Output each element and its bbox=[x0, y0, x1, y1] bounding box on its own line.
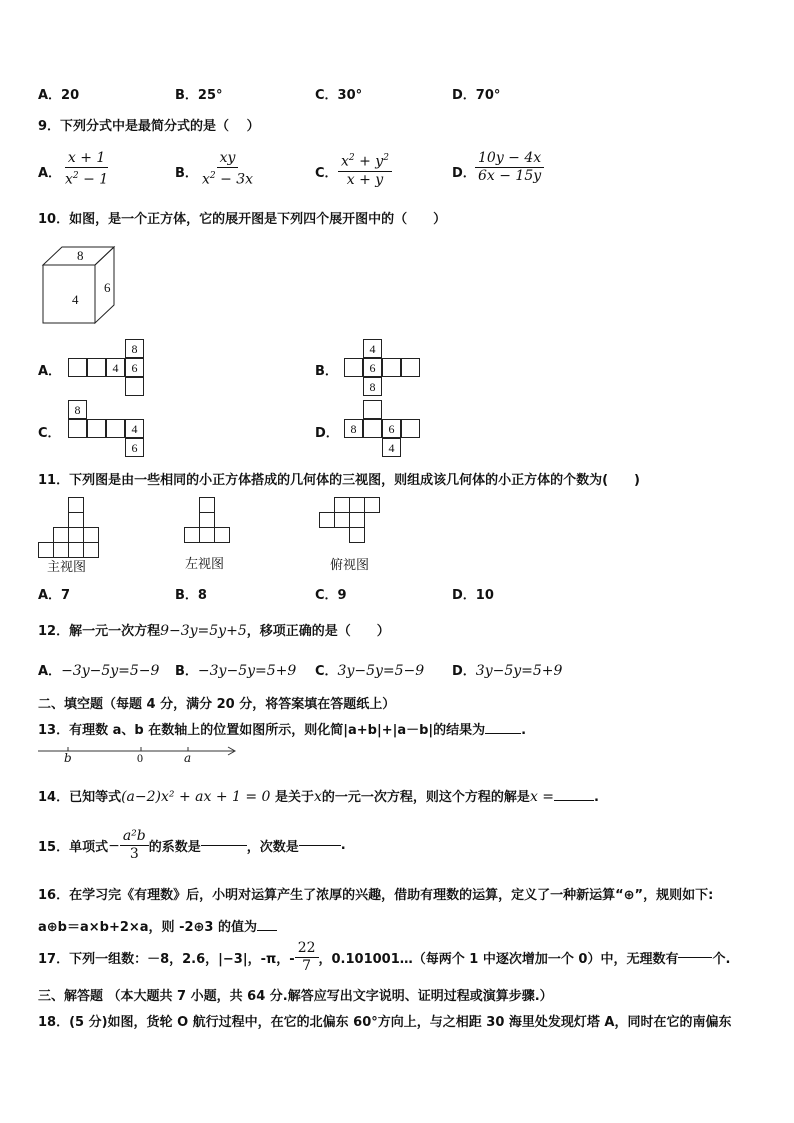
cube-front-number: 4 bbox=[72, 292, 79, 307]
q16-line-2: a⊕b＝a×b+2×a，则 -2⊕3 的值为 bbox=[38, 916, 277, 935]
q9-label-b: B． bbox=[175, 166, 198, 181]
q13-stem: 13．有理数 a、b 在数轴上的位置如图所示，则化简|a+b|+|a－b|的结果为 . bbox=[38, 723, 527, 738]
cube-top-number: 8 bbox=[77, 248, 84, 263]
q9-fraction-d: $\frac{10y - 4x}{6x - 15y}$ bbox=[475, 150, 544, 185]
q11-option-b: B．8 bbox=[175, 588, 207, 603]
q18-stem: 18．(5 分)如图，货轮 O 航行过程中，在它的北偏东 60°方向上，与之相距 30 海里处发现灯塔 A，同时在它的南偏东 bbox=[38, 1015, 732, 1030]
q11-option-c: C．9 bbox=[315, 588, 347, 603]
top-view-label: 俯视图 bbox=[330, 558, 370, 573]
q10-label-b: B． bbox=[315, 364, 338, 379]
q8-option-b: B．25° bbox=[175, 88, 223, 103]
q11-option-a: A．7 bbox=[38, 588, 71, 603]
q14-stem: 14．已知等式(a−2)x² + ax + 1 = 0 是关于x的一元一次方程，则这个方程的解是x = . bbox=[38, 789, 599, 805]
q11-option-d: D．10 bbox=[452, 588, 494, 603]
number-line-label-a: a bbox=[184, 751, 192, 765]
number-line-label-0: 0 bbox=[137, 751, 143, 765]
q17-stem: 17．下列一组数：－8，2.6，|−3|，-π，- $\frac{22}{7}$ ，0.101001…（每两个 1 中逐次增加一个 0）中，无理数有 个. bbox=[38, 940, 731, 974]
front-view-label: 主视图 bbox=[47, 560, 87, 575]
q15-stem: 15．单项式 − $\frac{\text{a²b}}{3}$ 的系数是 ，次数是 . bbox=[38, 828, 346, 862]
number-line-label-b: b bbox=[64, 751, 72, 765]
section-2-heading: 二、填空题（每题 4 分，满分 20 分，将答案填在答题纸上） bbox=[38, 697, 396, 712]
q8-option-d: D．70° bbox=[452, 88, 501, 103]
q10-label-c: C． bbox=[38, 426, 61, 441]
left-view-label: 左视图 bbox=[185, 557, 225, 572]
cube-side-number: 6 bbox=[104, 280, 111, 295]
q16-line-1: 16．在学习完《有理数》后，小明对运算产生了浓厚的兴趣，借助有理数的运算，定义了一种新运算“⊕”，规则如下: bbox=[38, 888, 714, 903]
section-3-heading: 三、解答题 （本大题共 7 小题，共 64 分.解答应写出文字说明、证明过程或演算步骤.） bbox=[38, 989, 553, 1004]
q11-stem: 11．下列图是由一些相同的小正方体搭成的几何体的三视图，则组成该几何体的小正方体的个数为( ) bbox=[38, 473, 640, 488]
q12-stem: 12．解一元一次方程9−3y=5y+5，移项正确的是（ ） bbox=[38, 623, 390, 639]
q12-option-c: C．3y−5y=5−9 bbox=[315, 663, 425, 679]
q10-label-d: D． bbox=[315, 426, 339, 441]
q8-option-a: A．20 bbox=[38, 88, 80, 103]
cube-figure bbox=[40, 243, 130, 327]
q9-label-d: D． bbox=[452, 166, 476, 181]
q9-fraction-b: $\frac{xy}{x^2 - 3x}$ bbox=[202, 150, 254, 188]
q9-label-c: C． bbox=[315, 166, 338, 181]
q12-option-d: D．3y−5y=5+9 bbox=[452, 663, 563, 679]
q9-label-a: A． bbox=[38, 166, 62, 181]
q10-label-a: A． bbox=[38, 364, 62, 379]
q10-stem: 10．如图，是一个正方体，它的展开图是下列四个展开图中的（ ） bbox=[38, 212, 447, 227]
q9-fraction-a: $\frac{x + 1}{x^2 - 1}$ bbox=[65, 150, 109, 188]
q8-option-c: C．30° bbox=[315, 88, 363, 103]
q9-fraction-c: $\frac{x^2 + y^2}{x + y}$ bbox=[338, 150, 392, 189]
q12-option-b: B．−3y−5y=5+9 bbox=[175, 663, 297, 679]
q9-stem: 9．下列分式中是最简分式的是（ ） bbox=[38, 119, 260, 134]
q12-option-a: A．−3y−5y=5−9 bbox=[38, 663, 160, 679]
